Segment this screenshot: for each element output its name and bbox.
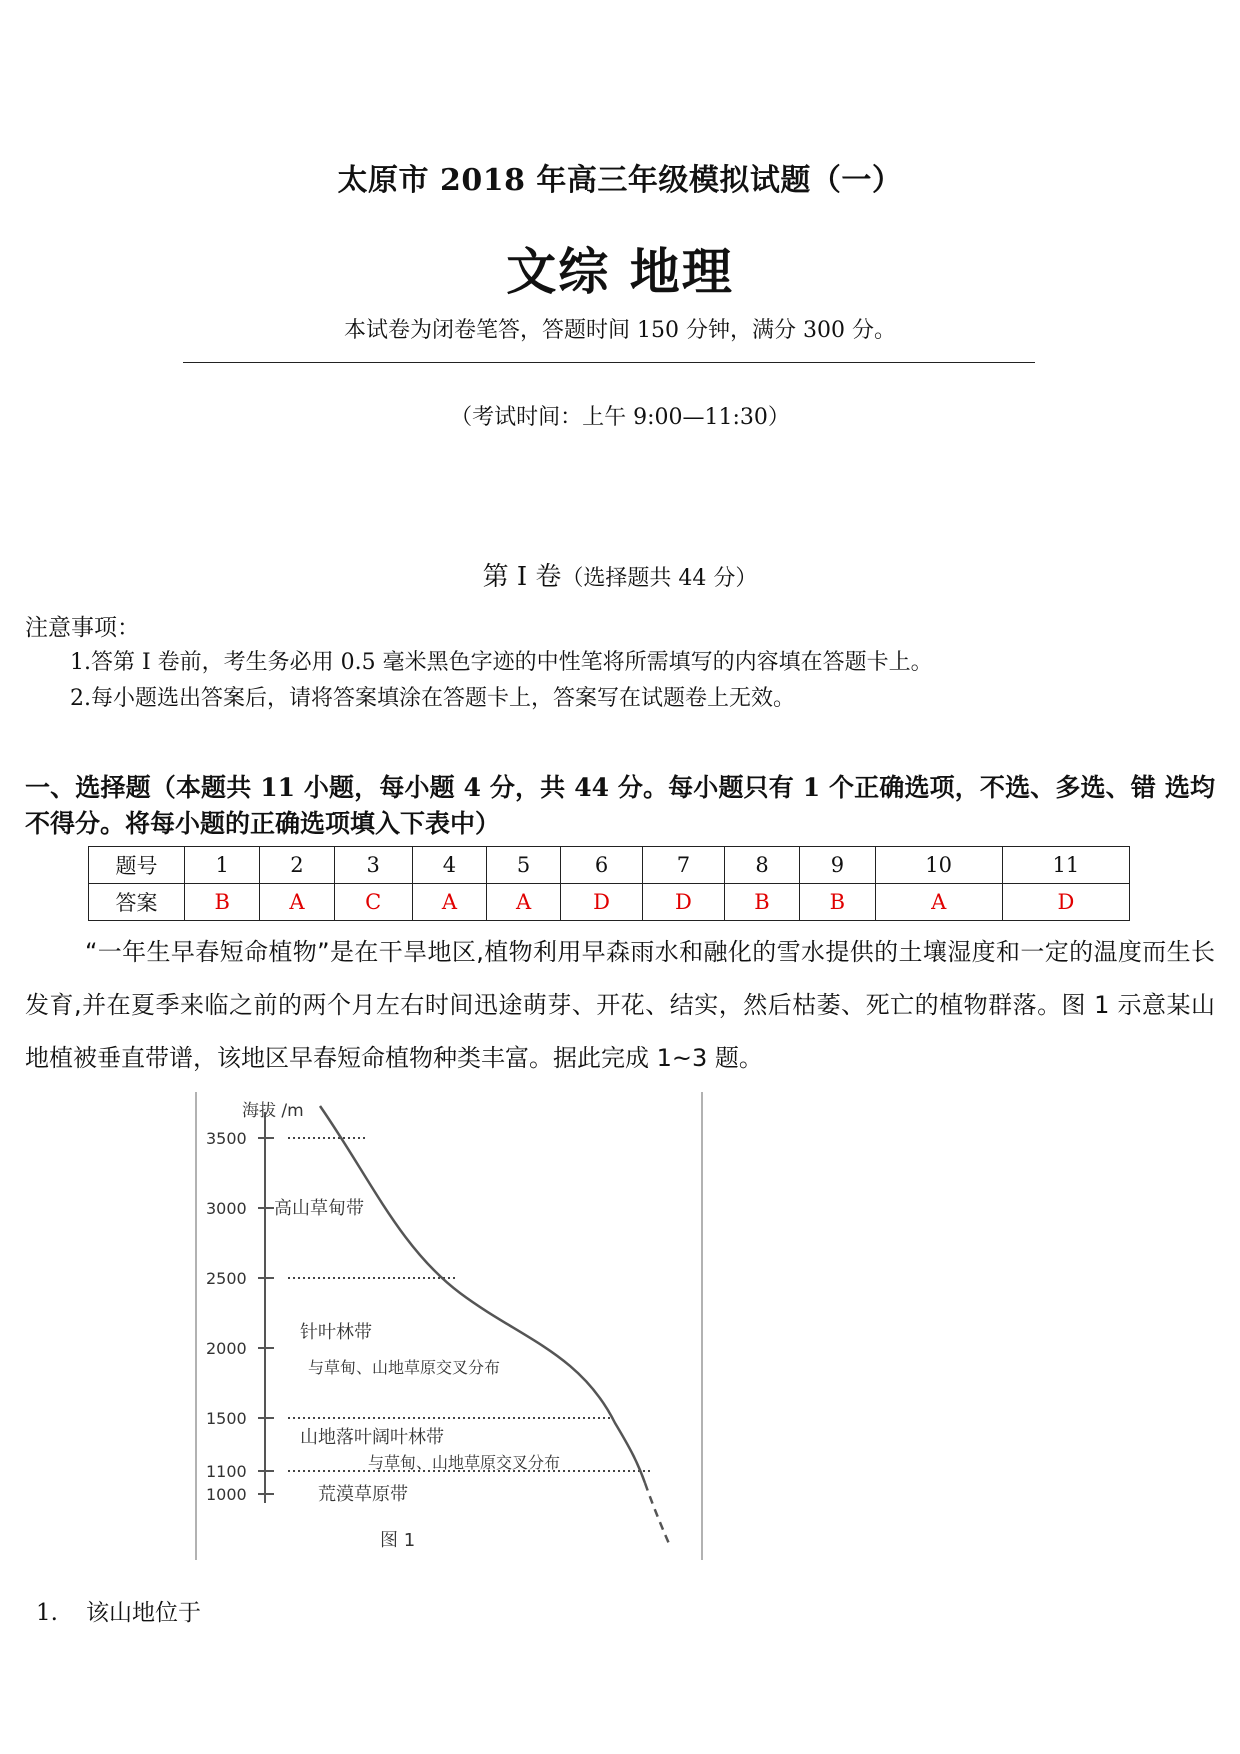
section-heading: 一、选择题（本题共 11 小题，每小题 4 分，共 44 分。每小题只有 1 个正确选项，不选、多选、错 选均不得分。将每小题的正确选项填入下表中） <box>25 773 1215 838</box>
table-row-answers <box>89 884 1130 921</box>
question-number: 1. <box>36 1600 58 1626</box>
tick-label: 2000 <box>206 1339 247 1358</box>
question-number-cell: 10 <box>875 847 1002 884</box>
table-header-number: 题号 <box>89 847 185 884</box>
part-title <box>0 556 1240 593</box>
tick-label: 3500 <box>206 1129 247 1148</box>
subject-title: 文综 地理 <box>506 242 734 301</box>
mountain-slope-dashed <box>645 1483 670 1546</box>
answer-cell: A <box>412 884 486 921</box>
answer-cell: B <box>185 884 260 921</box>
answer-cell: B <box>800 884 875 921</box>
question-text: 该山地位于 <box>86 1600 201 1626</box>
part-title-sub: （选择题共 44 分） <box>561 566 758 591</box>
tick-label: 1500 <box>206 1409 247 1428</box>
belt-deciduous-note: 与草甸、山地草原交叉分布 <box>368 1453 561 1472</box>
answer-cell: C <box>334 884 412 921</box>
header-divider <box>183 362 1035 363</box>
question-number-cell: 1 <box>185 847 260 884</box>
answer-cell: D <box>1002 884 1129 921</box>
table-row-numbers <box>89 847 1130 884</box>
question-number-cell: 9 <box>800 847 875 884</box>
notes-title: 注意事项： <box>25 615 140 641</box>
axis-label: 海拔 /m <box>242 1101 304 1121</box>
question-number-cell: 3 <box>334 847 412 884</box>
tick-label: 1100 <box>206 1462 247 1481</box>
question-number-cell: 2 <box>260 847 334 884</box>
note-item-2: 2.每小题选出答案后，请将答案填涂在答题卡上，答案写在试题卷上无效。 <box>70 686 795 711</box>
question-number-cell: 6 <box>561 847 643 884</box>
part-title-main: 第 Ⅰ 卷 <box>482 562 562 592</box>
answer-table <box>88 846 1130 921</box>
answer-cell: A <box>260 884 334 921</box>
exam-info: 本试卷为闭卷笔答，答题时间 150 分钟，满分 300 分。 <box>344 318 896 343</box>
figure-caption: 图 1 <box>380 1530 416 1551</box>
document-title: 太原市 2018 年高三年级模拟试题（一） <box>337 163 903 198</box>
question-number-cell: 7 <box>642 847 724 884</box>
question-number-cell: 5 <box>487 847 561 884</box>
note-item-1: 1.答第 I 卷前，考生务必用 0.5 毫米黑色字迹的中性笔将所需填写的内容填在答题卡上。 <box>70 650 933 675</box>
belt-coniferous: 针叶林带 <box>300 1322 372 1343</box>
answer-cell: D <box>561 884 643 921</box>
answer-cell: D <box>642 884 724 921</box>
table-header-answer: 答案 <box>89 884 185 921</box>
answer-cell: A <box>875 884 1002 921</box>
question-number-cell: 11 <box>1002 847 1129 884</box>
answer-cell: A <box>487 884 561 921</box>
belt-alpine-meadow: 高山草甸带 <box>274 1198 364 1219</box>
exam-time: （考试时间：上午 9:00—11:30） <box>450 405 790 430</box>
question-number-cell: 8 <box>724 847 799 884</box>
reading-passage: “一年生早春短命植物”是在干旱地区,植物利用早森雨水和融化的雪水提供的土壤湿度和一定的温度而生长发育,并在夏季来临之前的两个月左右时间迅途萌芽、开花、结实，然后枯萎、死亡的植物群落。图 1 示意某山地植被垂直带谱，该地区早春短命植物种类丰富。据此完成 1~3 题。 <box>25 938 1215 1072</box>
question-1 <box>36 1594 201 1627</box>
belt-deciduous: 山地落叶阔叶林带 <box>300 1427 444 1448</box>
belt-coniferous-note: 与草甸、山地草原交叉分布 <box>308 1358 501 1377</box>
belt-desert-steppe: 荒漠草原带 <box>318 1484 408 1505</box>
question-number-cell: 4 <box>412 847 486 884</box>
tick-label: 2500 <box>206 1269 247 1288</box>
answer-cell: B <box>724 884 799 921</box>
tick-label: 3000 <box>206 1199 247 1218</box>
vegetation-zone-figure <box>190 1088 710 1560</box>
tick-label: 1000 <box>206 1485 247 1504</box>
